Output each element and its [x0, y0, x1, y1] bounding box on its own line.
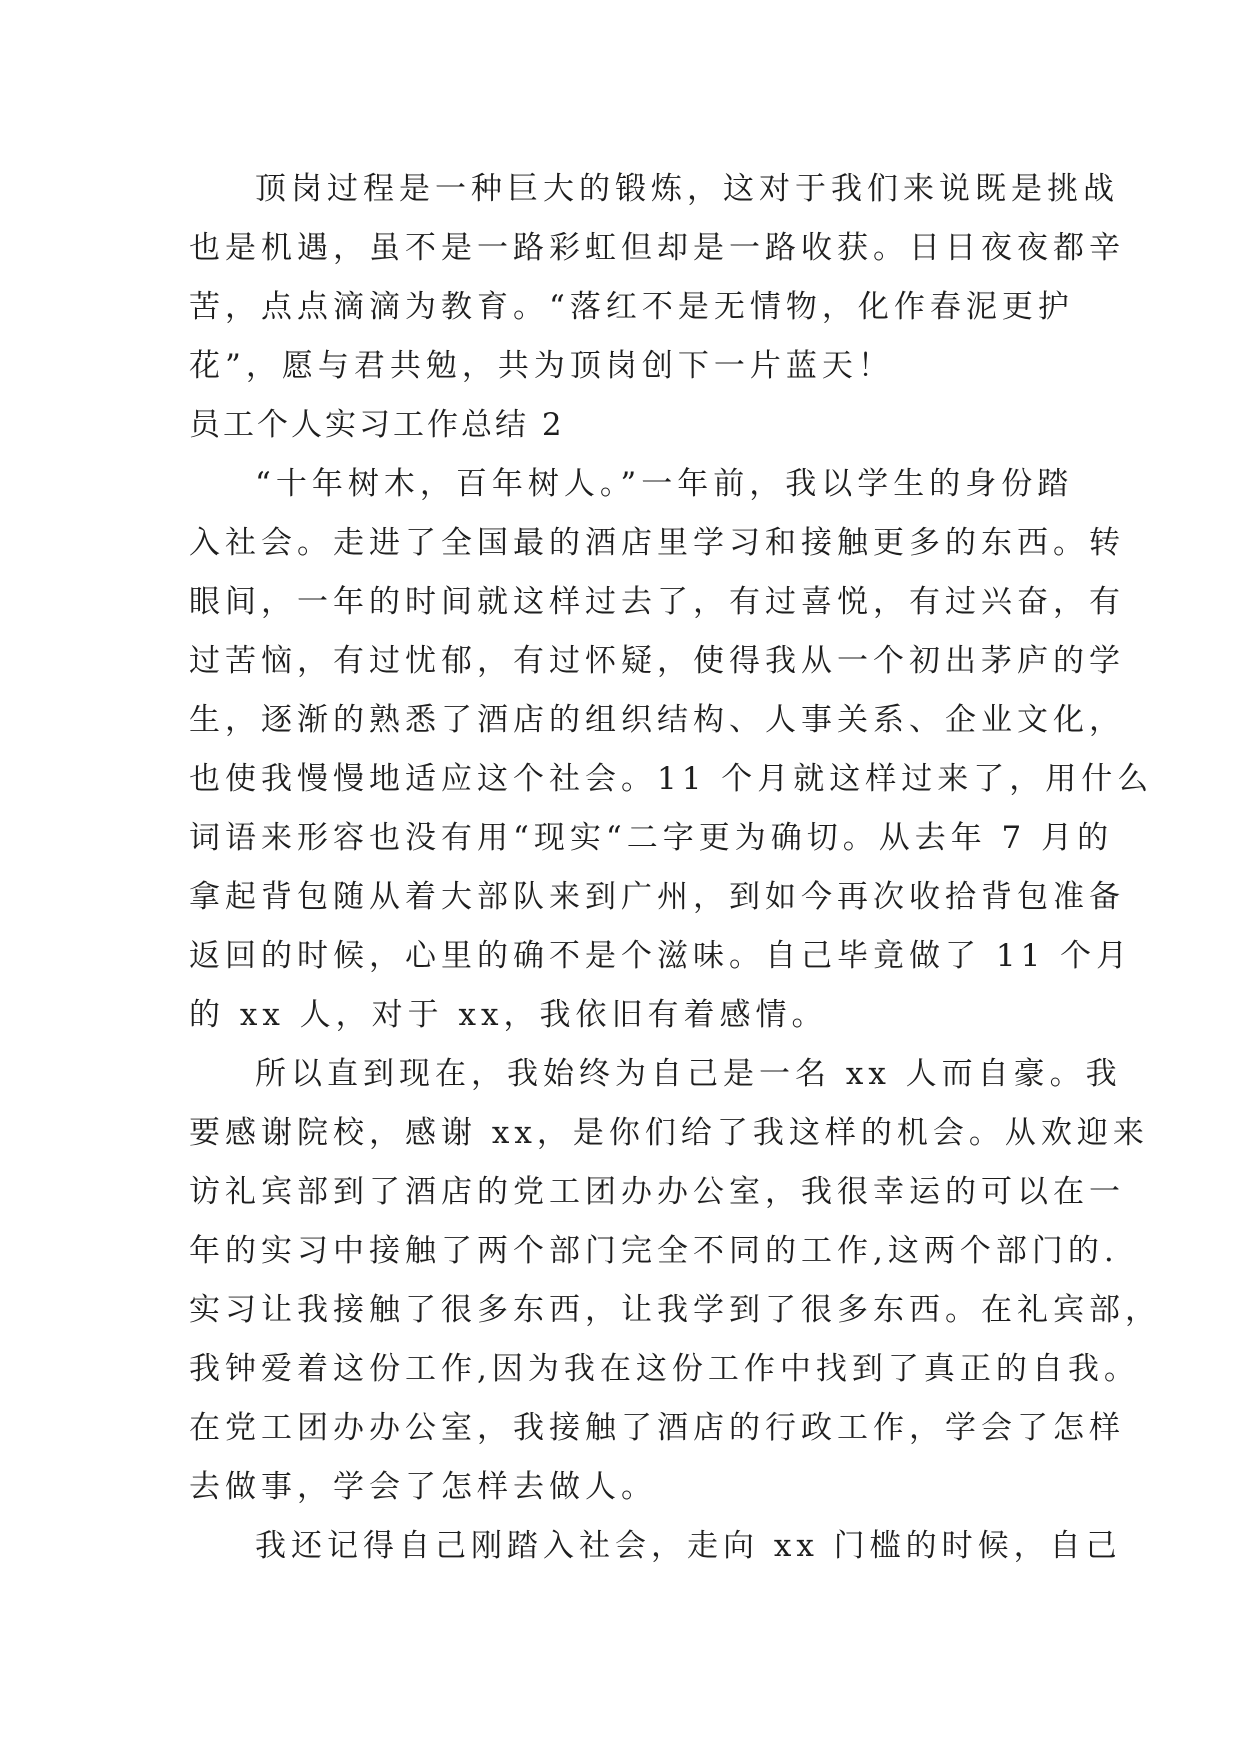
- paragraph-line: 实习让我接触了很多东西，让我学到了很多东西。在礼宾部，: [189, 1292, 1161, 1328]
- paragraph-line: 生，逐渐的熟悉了酒店的组织结构、人事关系、企业文化，: [189, 702, 1125, 738]
- paragraph-line: 的 xx 人，对于 xx，我依旧有着感情。: [189, 997, 828, 1033]
- paragraph-line: 返回的时候，心里的确不是个滋味。自己毕竟做了 11 个月: [189, 938, 1133, 974]
- paragraph-line: 所以直到现在，我始终为自己是一名 xx 人而自豪。我: [255, 1056, 1122, 1092]
- paragraph-line: 顶岗过程是一种巨大的锻炼，这对于我们来说既是挑战: [255, 171, 1119, 207]
- paragraph-line: 我还记得自己刚踏入社会，走向 xx 门槛的时候，自己: [255, 1528, 1122, 1564]
- document-body: [189, 160, 1161, 1576]
- paragraph-3: [189, 1517, 1122, 1576]
- paragraph-line: 要感谢院校，感谢 xx，是你们给了我这样的机会。从欢迎来: [189, 1115, 1149, 1151]
- intro-paragraph: [189, 160, 1125, 396]
- paragraph-2: [189, 1045, 1161, 1517]
- paragraph-line: 过苦恼，有过忧郁，有过怀疑，使得我从一个初出茅庐的学: [189, 643, 1125, 679]
- paragraph-line: 也是机遇，虽不是一路彩虹但却是一路收获。日日夜夜都辛: [189, 230, 1125, 266]
- paragraph-1: [189, 455, 1154, 1045]
- paragraph-line: 我钟爱着这份工作,因为我在这份工作中找到了真正的自我。: [189, 1351, 1140, 1387]
- paragraph-line: 访礼宾部到了酒店的党工团办办公室，我很幸运的可以在一: [189, 1174, 1125, 1210]
- paragraph-line: 眼间，一年的时间就这样过去了，有过喜悦，有过兴奋，有: [189, 584, 1125, 620]
- paragraph-line: “十年树木，百年树人。”一年前，我以学生的身份踏: [255, 466, 1074, 502]
- paragraph-line: 入社会。走进了全国最的酒店里学习和接触更多的东西。转: [189, 525, 1125, 561]
- paragraph-line: 在党工团办办公室，我接触了酒店的行政工作，学会了怎样: [189, 1410, 1125, 1446]
- paragraph-line: 花”，愿与君共勉，共为顶岗创下一片蓝天！: [189, 348, 894, 384]
- paragraph-line: 拿起背包随从着大部队来到广州，到如今再次收拾背包准备: [189, 879, 1125, 915]
- paragraph-line: 也使我慢慢地适应这个社会。11 个月就这样过来了，用什么: [189, 761, 1154, 797]
- section-title: 员工个人实习工作总结 2: [189, 407, 565, 443]
- paragraph-line: 词语来形容也没有用“现实“二字更为确切。从去年 7 月的: [189, 820, 1114, 856]
- paragraph-line: 去做事，学会了怎样去做人。: [189, 1469, 657, 1505]
- paragraph-line: 年的实习中接触了两个部门完全不同的工作,这两个部门的.: [189, 1233, 1119, 1269]
- paragraph-line: 苦，点点滴滴为教育。“落红不是无情物，化作春泥更护: [189, 289, 1074, 325]
